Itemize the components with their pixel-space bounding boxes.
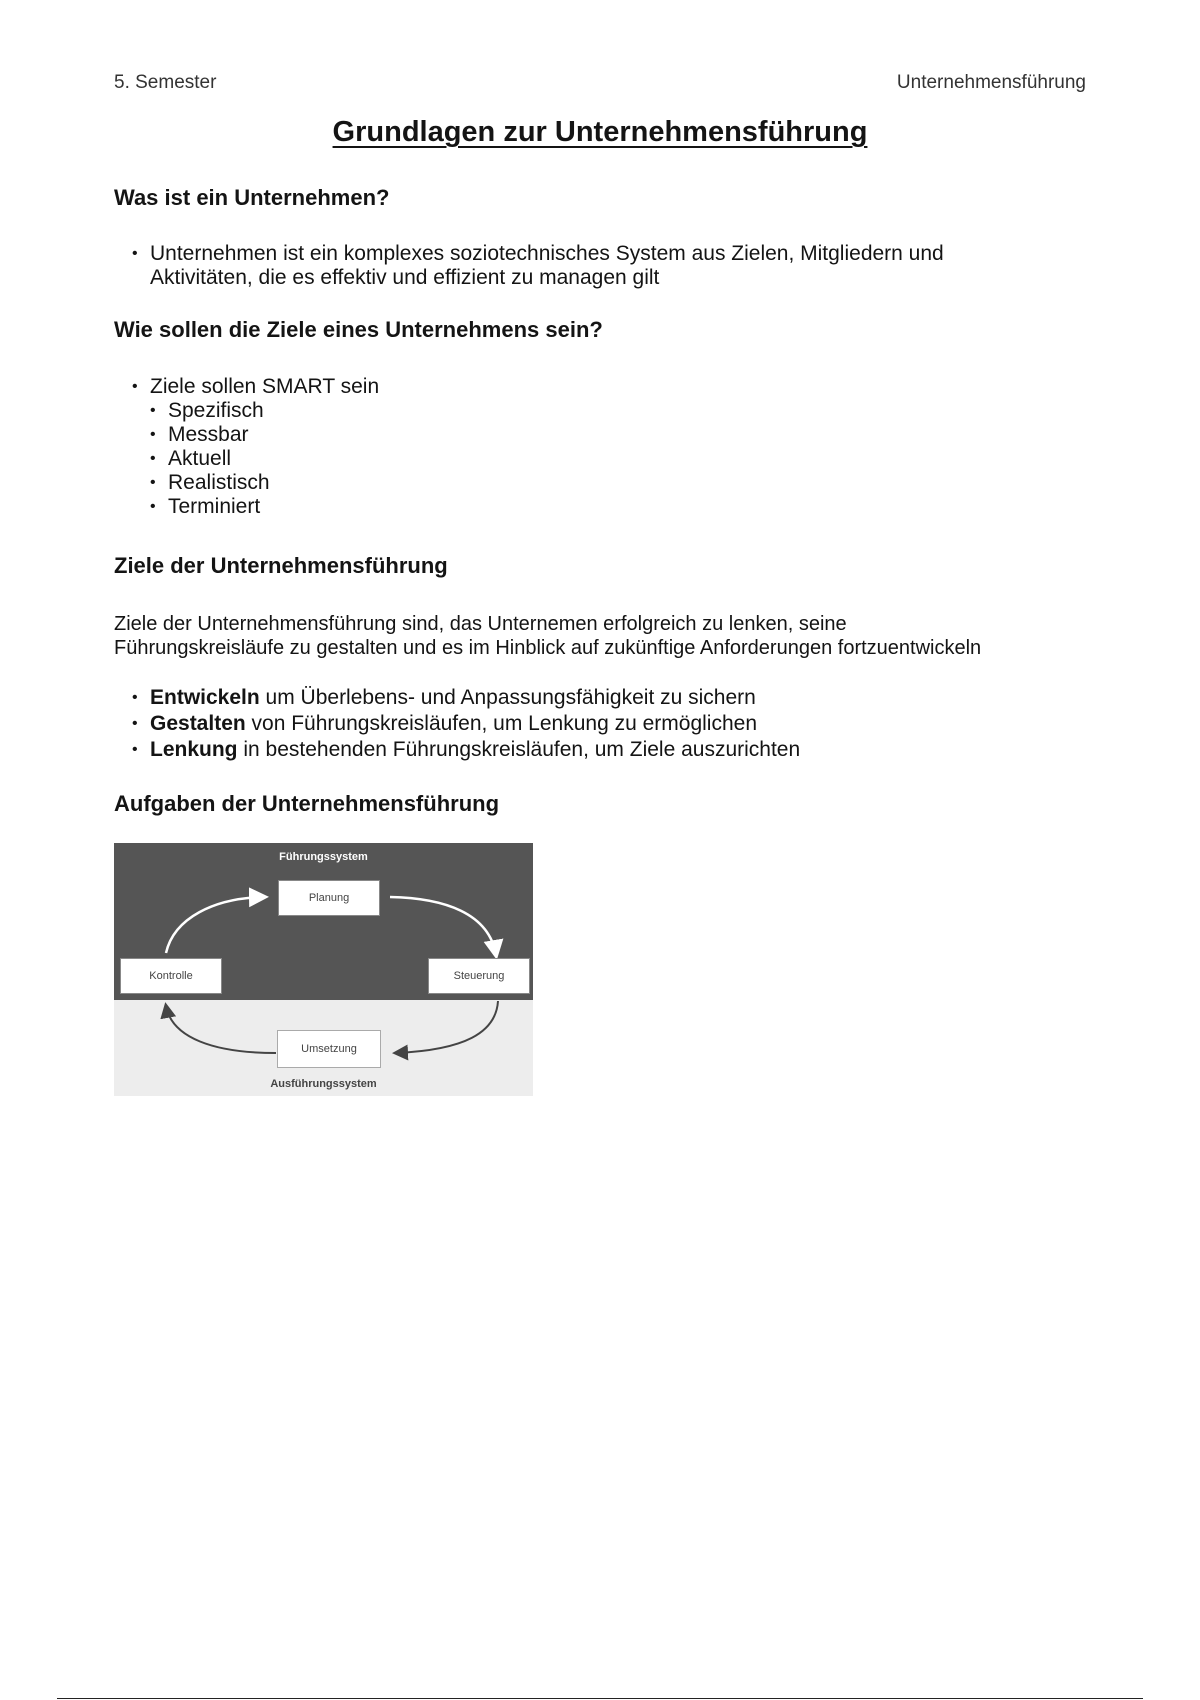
box-planung: Planung	[278, 880, 380, 916]
term-description: von Führungskreisläufen, um Lenkung zu ermöglichen	[245, 712, 757, 735]
section3-list	[114, 685, 800, 763]
paragraph-line1: Ziele der Unternehmensführung sind, das Unternemen erfolgreich zu lenken, seine	[114, 613, 847, 635]
section-heading-ziele-smart: Wie sollen die Ziele eines Unternehmens sein?	[114, 317, 603, 342]
smart-sublist	[114, 399, 270, 519]
section3-paragraph	[114, 612, 1114, 660]
list-item	[114, 737, 800, 763]
header-course: Unternehmensführung	[896, 72, 1086, 93]
label-ausfuehrungssystem: Ausführungssystem	[270, 1078, 377, 1090]
section1-list	[114, 242, 944, 290]
page-title: Grundlagen zur Unternehmensführung	[332, 116, 868, 148]
smart-item: • Terminiert	[114, 495, 270, 519]
term-description: um Überlebens- und Anpassungsfähigkeit zu sichern	[259, 686, 756, 709]
bullet-text-line1: Unternehmen ist ein komplexes soziotechnisches System aus Zielen, Mitgliedern und	[150, 242, 944, 265]
footer-divider	[57, 1698, 1143, 1699]
box-kontrolle: Kontrolle	[120, 958, 222, 994]
term-lenkung: Lenkung	[150, 738, 238, 761]
box-steuerung: Steuerung	[428, 958, 530, 994]
bullet-text-smart: Ziele sollen SMART sein	[150, 375, 380, 398]
list-item	[114, 375, 379, 399]
section-heading-was-ist-unternehmen: Was ist ein Unternehmen?	[114, 185, 390, 210]
term-entwickeln: Entwickeln	[150, 686, 260, 709]
smart-item: • Messbar	[114, 423, 270, 447]
section-heading-ziele-unternehmensfuehrung: Ziele der Unternehmensführung	[114, 553, 448, 578]
section-heading-aufgaben: Aufgaben der Unternehmensführung	[114, 791, 500, 816]
term-description: in bestehenden Führungskreisläufen, um Ziele auszurichten	[237, 738, 801, 761]
header-semester: 5. Semester	[114, 72, 217, 93]
management-cycle-diagram	[114, 843, 533, 1096]
section2-list	[114, 375, 379, 399]
term-gestalten: Gestalten	[150, 712, 246, 735]
smart-item: • Realistisch	[114, 471, 270, 495]
list-item	[114, 685, 800, 711]
smart-item: • Spezifisch	[114, 399, 270, 423]
bullet-text-line2: Aktivitäten, die es effektiv und effizient zu managen gilt	[150, 266, 660, 289]
label-fuehrungssystem: Führungssystem	[279, 851, 368, 863]
list-item	[114, 711, 800, 737]
paragraph-line2: Führungskreisläufe zu gestalten und es im Hinblick auf zukünftige Anforderungen fortzuentwickeln	[114, 637, 982, 659]
smart-item: • Aktuell	[114, 447, 270, 471]
box-umsetzung: Umsetzung	[277, 1030, 381, 1068]
list-item	[114, 242, 944, 290]
